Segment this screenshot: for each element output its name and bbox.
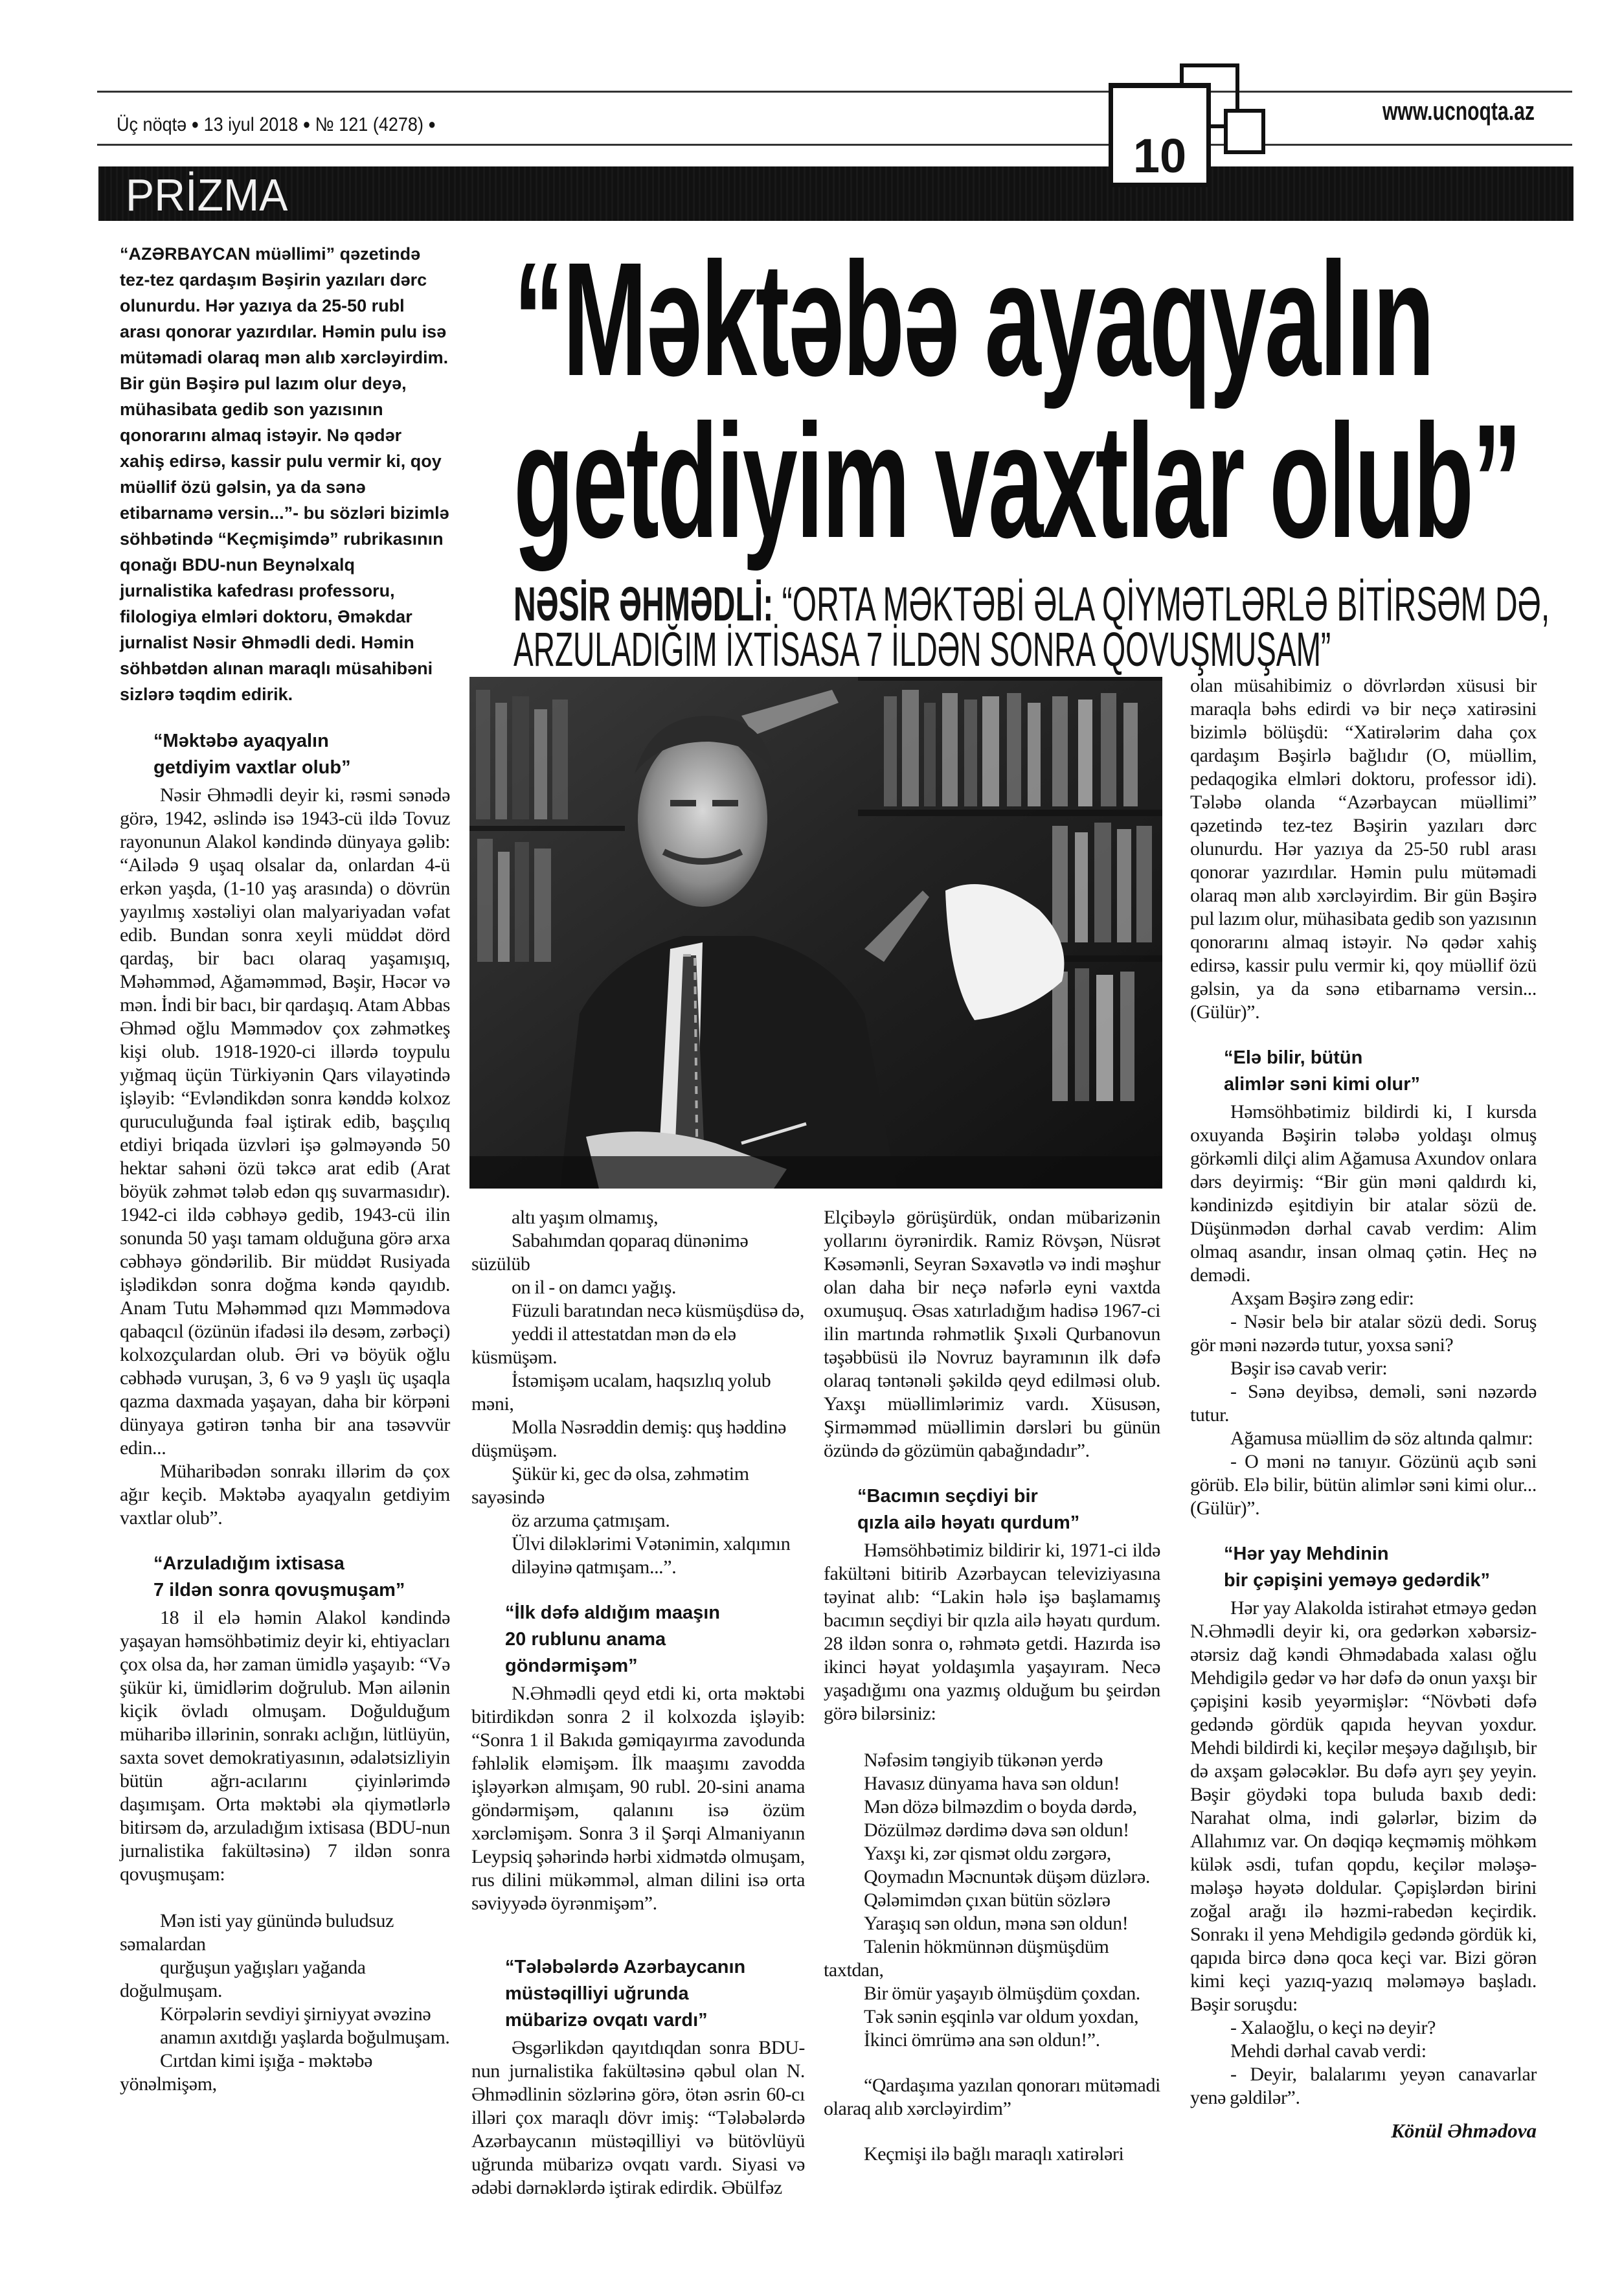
subheading-line: bir çəpişini yeməyə gedərdik” [1224,1570,1491,1591]
poem-line: altı yaşım olmamış, [512,1207,659,1228]
subheading-line: 20 rublunu anama [505,1629,666,1650]
subheading-line: “Tələbələrdə Azərbaycanın [505,1957,746,1977]
body-text [824,1206,1160,1463]
body-text [471,1682,805,1915]
paragraph: Axşam Bəşirə zəng edir: [1230,1288,1414,1309]
subheading-line: “Hər yay Mehdinin [1224,1543,1389,1564]
column-4 [1190,674,1537,2143]
publication-name: Üç nöqtə [117,114,187,135]
paragraph: Elçibəylə görüşürdük, ondan mübarizənin yollarını öyrənirdik. Ramiz Rövşən, Nüsrət Kəsəmənli, Seyran Səxavətlə və indi məşhur olan daha bir neçə nəfərlə eyni vaxtda oxumuşuq. Əsas xatırladığım hadisə 1967-ci ilin martında rəhmətlik Şıxəli Qurbanovun təşəbbüsü ilə Novruz bayramının ilk dəfə olaraq təntənəli şəkildə qeyd edilməsi olub. Yaxşı müəllimlərimiz vardı. Xüsusən, Şirməmməd müəllimin dərsləri bu günün özündə də gözümün qabağındadır”. [824,1207,1160,1461]
body-text [120,1606,450,1886]
decorative-square-icon [1224,109,1265,154]
paragraph: Keçmişi ilə bağlı maraqlı xatirələri [864,2143,1124,2165]
poem-line: qurğuşun yağışları yağanda doğulmuşam. [120,1957,366,2001]
subheading-line: 7 ildən sonra qovuşmuşam” [153,1580,405,1600]
poem-line: Qoymadın Məcnuntək düşəm düzlərə. [864,1866,1151,1887]
subtitle-line-1 [513,577,1550,631]
header-top-rule [97,91,1572,93]
body-text [1190,674,1537,1024]
lead-paragraph: “AZƏRBAYCAN müəllimi” qəzetində tez-tez qardaşım Bəşirin yazıları dərc olunurdu. Hər yazıya da 25-50 rubl arası qonorar yazırdılar. Həmin pulu isə mütəmadi olaraq mən alıb xərcləyirdim. Bir gün Bəşirə pul lazım olur deyə, mühasibata gedib son yazısının qonorarını almaq istəyir. Nə qədər xahiş edirsə, kassir pulu vermir ki, qoy müəllif özü gəlsin, ya da sənə etibarnamə versin...”- bu sözləri bizimlə söhbətində “Keçmişimdə” rubrikasının qonağı BDU-nun Beynəlxalq jurnalistika kafedrası professoru, filologiya elmləri doktoru, Əməkdar jurnalist Nəsir Əhmədli dedi. Həmin söhbətdən alınan maraqlı müsahibəni sizlərə təqdim edirik. [120,244,449,704]
issue-number: № 121 (4278) [315,114,423,135]
subheading-line: göndərmişəm” [505,1656,638,1676]
poem-line: Talenin hökmünnən düşmüşdüm taxtdan, [824,1936,1109,1981]
paragraph: N.Əhmədli qeyd etdi ki, orta məktəbi bitirdikdən sonra 2 il kolxozda işləyib: “Sonra 1 il Bakıda gəmiqayırma zavodunda fəhləlik eləmişəm. İlk maaşımı zavodda işləyərkən almışam, 90 rubl. 20-sini anama göndərmişəm, qalanını isə özüm xərcləmişəm. Sonra 3 il Şərqi Almaniyanın Leypsiq şəhərində hərbi xidmətdə olmuşam, rus dilini mükəmməl, alman dilini isə orta səviyyədə öyrənmişəm”. [471,1683,805,1914]
bullet-icon [186,114,203,135]
author-byline: Könül Əhmədova [1391,2119,1537,2142]
body-text [824,1539,1160,1725]
body-text [1190,1597,1537,2110]
paragraph: Həmsöhbətimiz bildirir ki, 1971-ci ildə fakültəni bitirib Azərbaycan televiziyasına təyinat alıb: “Lakin hələ işə başlamamış bacımın seçdiyi bir qızla ailə həyatı qurdum. 28 ildən sonra o, rəhmətə getdi. Hazırda isə ikinci həyat yoldaşımla yaşayıram. Necə yaşadığımı ona yazmış olduğum bu şeirdən görə bilərsiniz: [824,1540,1160,1724]
poem-line: Füzuli baratından necə küsmüşdüsə də, [512,1300,804,1321]
header-bottom-rule [97,144,1572,146]
paragraph: olan müsahibimiz o dövrlərdən xüsusi bir maraqla bəhs edirdi və bir neçə xatirəsini bizimlə bölüşdü: “Xatirələrim daha çox qardaşım Bəşirlə bağlıdır (O, müəllim, pedaqogika elmləri doktoru, professor idi). Tələbə olanda “Azərbaycan müəllimi” qəzetində tez-tez Bəşirin yazıları dərc olunurdu. Hər yazıya da 25-50 rubl arası qonorar yazırdılar. Həmin pulu mütəmadi olaraq mən alıb xərcləyirdim. Bir gün Bəşirə pul lazım olur, mühasibata gedib son yazısının qonorarını almaq istəyir. Nə qədər xahiş edirsə, kassir pulu vermir ki, qoy müəllif özü gəlsin, ya da sənə etibarnamə versin...(Gülür)”. [1190,675,1537,1023]
body-text [1190,1100,1537,1520]
poem-line: Dözülməz dərdimə dəva sən oldun! [864,1819,1129,1841]
masthead-info [117,114,440,136]
poem-line: Cırtdan kimi işığa - məktəbə yönəlmişəm, [120,2050,373,2095]
paragraph: - Nəsir belə bir atalar sözü dedi. Soruş gör məni nəzərdə tutur, yoxsa səni? [1190,1311,1537,1356]
bullet-icon [423,114,440,135]
body-text [824,2143,1160,2166]
page-number-box [1109,83,1211,187]
column-3 [824,1206,1160,2166]
subheading-line: “Elə bilir, bütün [1224,1047,1363,1068]
poem-line: İstəmişəm ucalam, haqsızlıq yolub məni, [471,1370,771,1415]
poem-line: Mən dözə bilməzdim o boyda dərdə, [864,1796,1137,1817]
subheading [1190,1541,1537,1594]
poem-line: Tək sənin eşqinlə var oldum yoxdan, [864,2006,1139,2027]
subtitle-line-2: ARZULADIĞIM İXTİSASA 7 İLDƏN SONRA QOVUŞMUŞAM” [513,622,1331,676]
poem-line: Körpələrin sevdiyi şirniyyat əvəzinə [160,2003,431,2025]
subheading-line: müstəqilliyi uğrunda [505,1983,689,2004]
subheading [471,1954,805,2034]
poem [120,1909,450,2096]
poem-line: Havasız dünyama hava sən oldun! [864,1773,1120,1794]
headline-line-2: getdiyim vaxtlar olub” [513,391,1520,571]
subheading [120,1551,450,1604]
subheading-line: mübarizə ovqatı vardı” [505,2010,708,2031]
paragraph: Mehdi dərhal cavab verdi: [1230,2040,1427,2062]
interviewee-name: NƏSİR ƏHMƏDLİ: [513,577,774,631]
paragraph: Bəşir isə cavab verir: [1230,1358,1388,1379]
subheading-line: getdiyim vaxtlar olub” [153,757,351,778]
portrait-image [469,677,1162,1189]
subheading-line: “Arzuladığım ixtisasa [153,1553,344,1574]
body-text [120,784,450,1530]
paragraph: Əsgərlikdən qayıtdıqdan sonra BDU-nun jurnalistika fakültəsinə qəbul olan N. Əhmədlinin sözlərinə görə, ötən əsrin 60-cı illəri çox maraqlı dövr imiş: “Tələbələrdə Azərbaycanın müstəqilliyi və bütövlüyü uğrunda mübarizə ovqatı vardı. Siyasi və ədəbi dərnəklərdə iştirak edirdik. Əbülfəz [471,2037,805,2198]
portrait-photo [469,677,1162,1189]
paragraph: - Xalaoğlu, o keçi nə deyir? [1230,2017,1436,2038]
poem-line: öz arzuma çatmışam. [512,1510,670,1531]
subheading-line: “Məktəbə ayaqyalın [153,731,329,751]
section-title: PRİZMA [126,170,288,220]
subheading-line: alimlər səni kimi olur” [1224,1074,1420,1095]
subtitle-quote-1: “ORTA MƏKTƏBİ ƏLA QİYMƏTLƏRLƏ BİTİRSƏM DƏ, [782,577,1550,631]
issue-date: 13 iyul 2018 [203,114,299,135]
bullet-icon [298,114,315,135]
subheading-line: qızla ailə həyatı qurdum” [857,1512,1080,1533]
paragraph: Müharibədən sonrakı illərim də çox ağır keçib. Məktəbə ayaqyalın getdiyim vaxtlar olub”. [120,1461,450,1529]
paragraph: - Deyir, balalarımı yeyən canavarlar yenə gəldilər”. [1190,2064,1537,2108]
subheading-line: “İlk dəfə aldığım maaşın [505,1602,720,1623]
poem-line: Sabahımdan qoparaq dünənimə süzülüb [471,1230,749,1275]
poem-line: Yaxşı ki, zər qismət oldu zərgərə, [864,1843,1111,1864]
quote-text: “Qardaşıma yazılan qonorarı mütəmadi olaraq alıb xərcləyirdim” [824,2075,1160,2119]
paragraph: - Sənə deyibsə, deməli, səni nəzərdə tutur. [1190,1381,1537,1426]
paragraph: Nəsir Əhmədli deyir ki, rəsmi sənədə görə, 1942, əslində isə 1943-cü ildə Tovuz rayonunun Alakol kəndində dünyaya gəlib: “Ailədə 9 uşaq olsalar da, onlardan 4-ü erkən yaşda, (1-10 yaş arasında) o dövrün yayılmış xəstəliyi olan malyariyadan vəfat edib. Bundan sonra xeyli müddət dörd qardaş, bir bacı olaraq yaşamışıq, Məhəmməd, Ağaməmməd, Bəşir, Həcər və mən. İndi bir bacı, bir qardaşıq. Atam Abbas Əhməd oğlu Məmmədov çox zəhmətkeş kişi olub. 1918-1920-ci illərdə toypulu yığmaq üçün Türkiyənin Qars vilayətində işləyib: “Evləndikdən sonra kənddə kolxoz quruculuğunda fəal iştirak edib, başçılıq etdiyi briqada üzvləri işə gəlməyəndə 50 hektar sahəni özü təkcə arat edib (Arat böyük zəhmət tələb edən qış suvarmasıdır). 1942-ci ildə cəbhəyə gedib, 1943-cü ilin sonunda 50 yaşı tamam olduğuna görə arxa cəbhəyə göndərilib. Bir müddət Rusiyada işlədikdən sonra doğma kəndə qayıdıb. Anam Tutu Məhəmməd qızı Məmmədova qabaqcıl (özünün ifadəsi ilə desəm, zərbəçi) kolxozçulardan olub. Əri və böyük oğlu cəbhədə vuruşan, 3, 6 və 9 yaşlı üç uşaqla qazma daxmada yaşayan, daha bir körpəni dünyaya gətirən tənha bir ana təsəvvür edin... [120,784,450,1459]
subheading [824,1483,1160,1536]
subheading [120,728,450,781]
subheading [1190,1045,1537,1098]
pull-quote [824,2074,1160,2121]
poem [824,1749,1160,2052]
poem-line: Qələmimdən çıxan bütün sözlərə [864,1889,1111,1911]
body-text [471,2036,805,2200]
poem-line: Molla Nəsrəddin demiş: quş həddinə düşmüşəm. [471,1417,786,1461]
website-url: www.ucnoqta.az [1382,97,1535,126]
paragraph: Hər yay Alakolda istirahət etməyə gedən N.Əhmədli deyir ki, ora gedərkən xəbərsiz-ətərsiz dağ kəndi Əhmədabada xalası oğlu Mehdigilə gedər və hər dəfə də onun yaxşı bir çəpişini kəsib yeyərmişlər: “Növbəti dəfə gedəndə gördük qapıda heyvan yoxdur. Mehdi bildirdi ki, keçilər meşəyə dağılışıb, bir də axşam gələcəklər. Bu dəfə ayrı şey yeyin. Bəşir göydəki topa buluda baxıb dedi: Narahat olma, indi gələrlər, bizim də Allahımız var. On dəqiqə keçməmiş möhkəm külək əsdi, tufan qopdu, keçilər mələşə-mələşə həyətə doldular. Çəpişlərdən birini zoğal arağı ilə həzmi-rabedən keçirdik. Sonrakı il yenə Mehdigilə gedəndə gördük ki, qapıda bircə dənə qoca keçi var. Bizi görən kimi keçi yazıq-yazıq mələməyə başladı. Bəşir soruşdu: [1190,1597,1537,2015]
poem [471,1206,805,1579]
paragraph: 18 il elə həmin Alakol kəndində yaşayan həmsöhbətimiz deyir ki, ehtiyacları çox olsa da, hər zaman ümidlə yaşayıb: “Və şükür ki, ümidlərim doğrulub. Mən ailənin kiçik övladı olmuşam. Doğulduğum müharibə illərinin, sonrakı aclığın, lütlüyün, saxta sovet demokratiyasının, ədalətsizliyin bütün ağrı-acılarını çiyinlərimdə daşımışam. Orta məktəbi əla qiymətlərlə bitirsəm də, arzuladığım ixtisasa (BDU-nun jurnalistika fakültəsinə) 7 ildən sonra qovuşmuşam: [120,1607,450,1885]
poem-line: Yaraşıq sən oldun, məna sən oldun! [864,1913,1129,1934]
page-number: 10 [1133,129,1187,183]
poem-line: Nəfəsim təngiyib tükənən yerdə [864,1749,1103,1771]
headline-line-1: “Məktəbə ayaqyalın [513,229,1434,409]
column-1 [120,241,450,2096]
poem-line: Ülvi diləklərimi Vətənimin, xalqımın [512,1533,791,1554]
poem-line: Bir ömür yaşayıb ölmüşdüm çoxdan. [864,1983,1140,2004]
paragraph: - O məni nə tanıyır. Gözünü açıb səni görüb. Elə bilir, bütün alimlər səni kimi olur...(Gülür)”. [1190,1451,1537,1519]
poem-line: Mən isti yay günündə buludsuz səmalardan [120,1910,394,1955]
section-bar [98,166,1573,221]
paragraph: Həmsöhbətimiz bildirdi ki, I kursda oxuyanda Bəşirin tələbə yoldaşı olmuş görkəmli dilçi alim Ağamusa Axundov onlara dərs deyirmiş: “Bir gün məni qaldırdı ki, kəndinizdə eşitdiyin bir atalar sözü de. Düşünmədən dərhal cavab verdim: Alim olmaq asandır, insan olmaq çətin. Heç nə demədi. [1190,1101,1537,1286]
column-2 [471,1206,805,2200]
poem-line: yeddi il attestatdan mən də elə küsmüşəm. [471,1323,736,1368]
paragraph: Ağamusa müəllim də söz altında qalmır: [1230,1428,1533,1449]
poem-line: Şükür ki, gec də olsa, zəhmətim sayəsində [471,1463,749,1508]
subheading [471,1600,805,1680]
poem-line: on il - on damcı yağış. [512,1277,677,1298]
poem-line: anamın axıtdığı yaşlarda boğulmuşam. [160,2027,450,2048]
subheading-line: “Bacımın seçdiyi bir [857,1486,1038,1507]
poem-line: İkinci ömrümə ana sən oldun!”. [864,2029,1100,2051]
poem-line: diləyinə qatmışam...”. [512,1556,677,1578]
